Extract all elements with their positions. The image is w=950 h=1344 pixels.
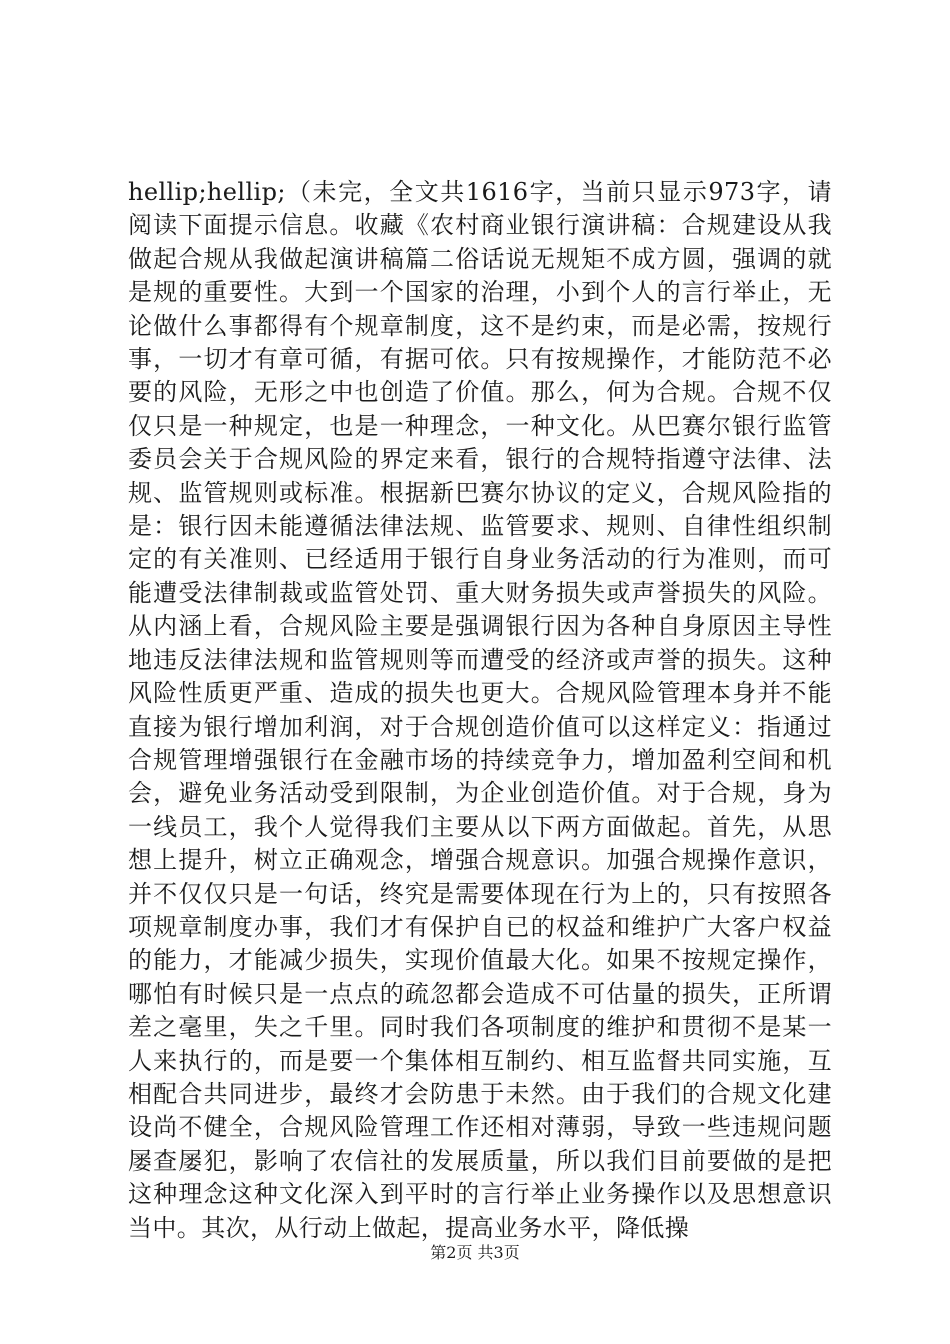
body-paragraph: hellip;hellip;（未完，全文共1616字，当前只显示973字，请阅读下面提示信息。收藏《农村商业银行演讲稿：合规建设从我做起合规从我做起演讲稿篇二俗话说无规矩不成方圆，强调的就是规的重要性。大到一个国家的治理，小到个人的言行举止，无论做什么事都得有个规章制度，这不是约束，而是必需，按规行事，一切才有章可循，有据可依。只有按规操作，才能防范不必要的风险，无形之中也创造了价值。那么，何为合规。合规不仅仅只是一种规定，也是一种理念，一种文化。从巴赛尔银行监管委员会关于合规风险的界定来看，银行的合规特指遵守法律、法规、监管规则或标准。根据新巴赛尔协议的定义，合规风险指的是：银行因未能遵循法律法规、监管要求、规则、自律性组织制定的有关准则、已经适用于银行自身业务活动的行为准则，而可能遭受法律制裁或监管处罚、重大财务损失或声誉损失的风险。从内涵上看，合规风险主要是强调银行因为各种自身原因主导性地违反法律法规和监管规则等而遭受的经济或声誉的损失。这种风险性质更严重、造成的损失也更大。合规风险管理本身并不能直接为银行增加利润，对于合规创造价值可以这样定义：指通过合规管理增强银行在金融市场的持续竞争力，增加盈利空间和机会，避免业务活动受到限制，为企业创造价值。对于合规，身为一线员工，我个人觉得我们主要从以下两方面做起。首先，从思想上提升，树立正确观念，增强合规意识。加强合规操作意识，并不仅仅只是一句话，终究是需要体现在行为上的，只有按照各项规章制度办事，我们才有保护自已的权益和维护广大客户权益的能力，才能减少损失，实现价值最大化。如果不按规定操作，哪怕有时候只是一点点的疏忽都会造成不可估量的损失，正所谓差之毫里，失之千里。同时我们各项制度的维护和贯彻不是某一人来执行的，而是要一个集体相互制约、相互监督共同实施，互相配合共同进步，最终才会防患于未然。由于我们的合规文化建设尚不健全，合规风险管理工作还相对薄弱，导致一些违规问题屡查屡犯，影响了农信社的发展质量，所以我们目前要做的是把这种理念这种文化深入到平时的言行举止业务操作以及思想意识当中。其次，从行动上做起，提高业务水平，降低操: [128, 178, 832, 1242]
page-footer: 第2页 共3页: [430, 1243, 520, 1262]
